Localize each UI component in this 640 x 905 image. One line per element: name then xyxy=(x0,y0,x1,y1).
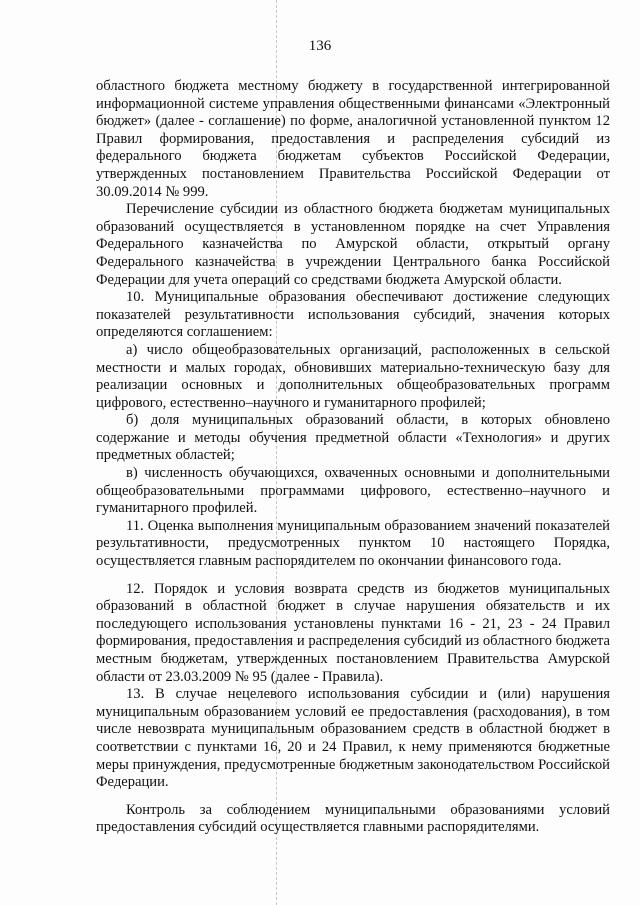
page-number: 136 xyxy=(308,38,332,54)
paragraph-13: 13. В случае нецелевого использования субсидии и (или) нарушения муниципальным образованием условий ее предоставления (расходования), в том числе невозврата муниципальным образованием средств в областной бюджет в соответствии с пунктами 16, 20 и 24 Правил, к нему применяются бюджетные меры принуждения, предусмотренные бюджетным законодательством Российской Федерации. xyxy=(96,686,610,791)
paragraph-10v: в) численность обучающихся, охваченных основными и дополнительными общеобразовательными программами цифрового, естественно–научного и гуманитарного профилей. xyxy=(96,465,610,517)
document-body xyxy=(96,78,610,837)
paragraph-10a: а) число общеобразовательных организаций, расположенных в сельской местности и малых городах, обновивших материально-техническую базу для реализации основных и дополнительных общеобразовательных программ цифрового, естественно–научного и гуманитарного профилей; xyxy=(96,341,610,411)
paragraph-11: 11. Оценка выполнения муниципальным образованием значений показателей результативности, предусмотренных пунктом 10 настоящего Порядка, осуществляется главным распорядителем по окончании финансового года. xyxy=(96,517,610,570)
paragraph-transfer: Перечисление субсидии из областного бюджета бюджетам муниципальных образований осуществляется в установленном порядке на счет Управления Федерального казначейства по Амурской области, открытый органу Федерального казначейства в учреждении Центрального банка Российской Федерации для учета операций со средствами бюджета Амурской области. xyxy=(96,201,610,288)
paragraph-10b: б) доля муниципальных образований области, в которых обновлено содержание и методы обучения предметной области «Технология» и других предметных областей; xyxy=(96,412,610,464)
paragraph-control: Контроль за соблюдением муниципальными образованиями условий предоставления субсидий осуществляется главными распорядителями. xyxy=(96,801,610,836)
paragraph-12: 12. Порядок и условия возврата средств из бюджетов муниципальных образований в областной бюджет в случае нарушения обязательств и их последующего использования установлены пунктами 16 - 21, 23 - 24 Правил формирования, предоставления и распределения субсидий из областного бюджета местным бюджетам, утвержденных постановлением Правительства Амурской области от 23.03.2009 № 95 (далее - Правила). xyxy=(96,580,610,685)
paragraph-continuation: областного бюджета местному бюджету в государственной интегрированной информационной системе управления общественными финансами «Электронный бюджет» (далее - соглашение) по форме, аналогичной установленной пунктом 12 Правил формирования, предоставления и распределения субсидий из федерального бюджета бюджетам субъектов Российской Федерации, утвержденных постановлением Правительства Российской Федерации от 30.09.2014 № 999. xyxy=(96,78,610,200)
paragraph-10: 10. Муниципальные образования обеспечивают достижение следующих показателей результативности использования субсидий, значения которых определяются соглашением: xyxy=(96,289,610,341)
